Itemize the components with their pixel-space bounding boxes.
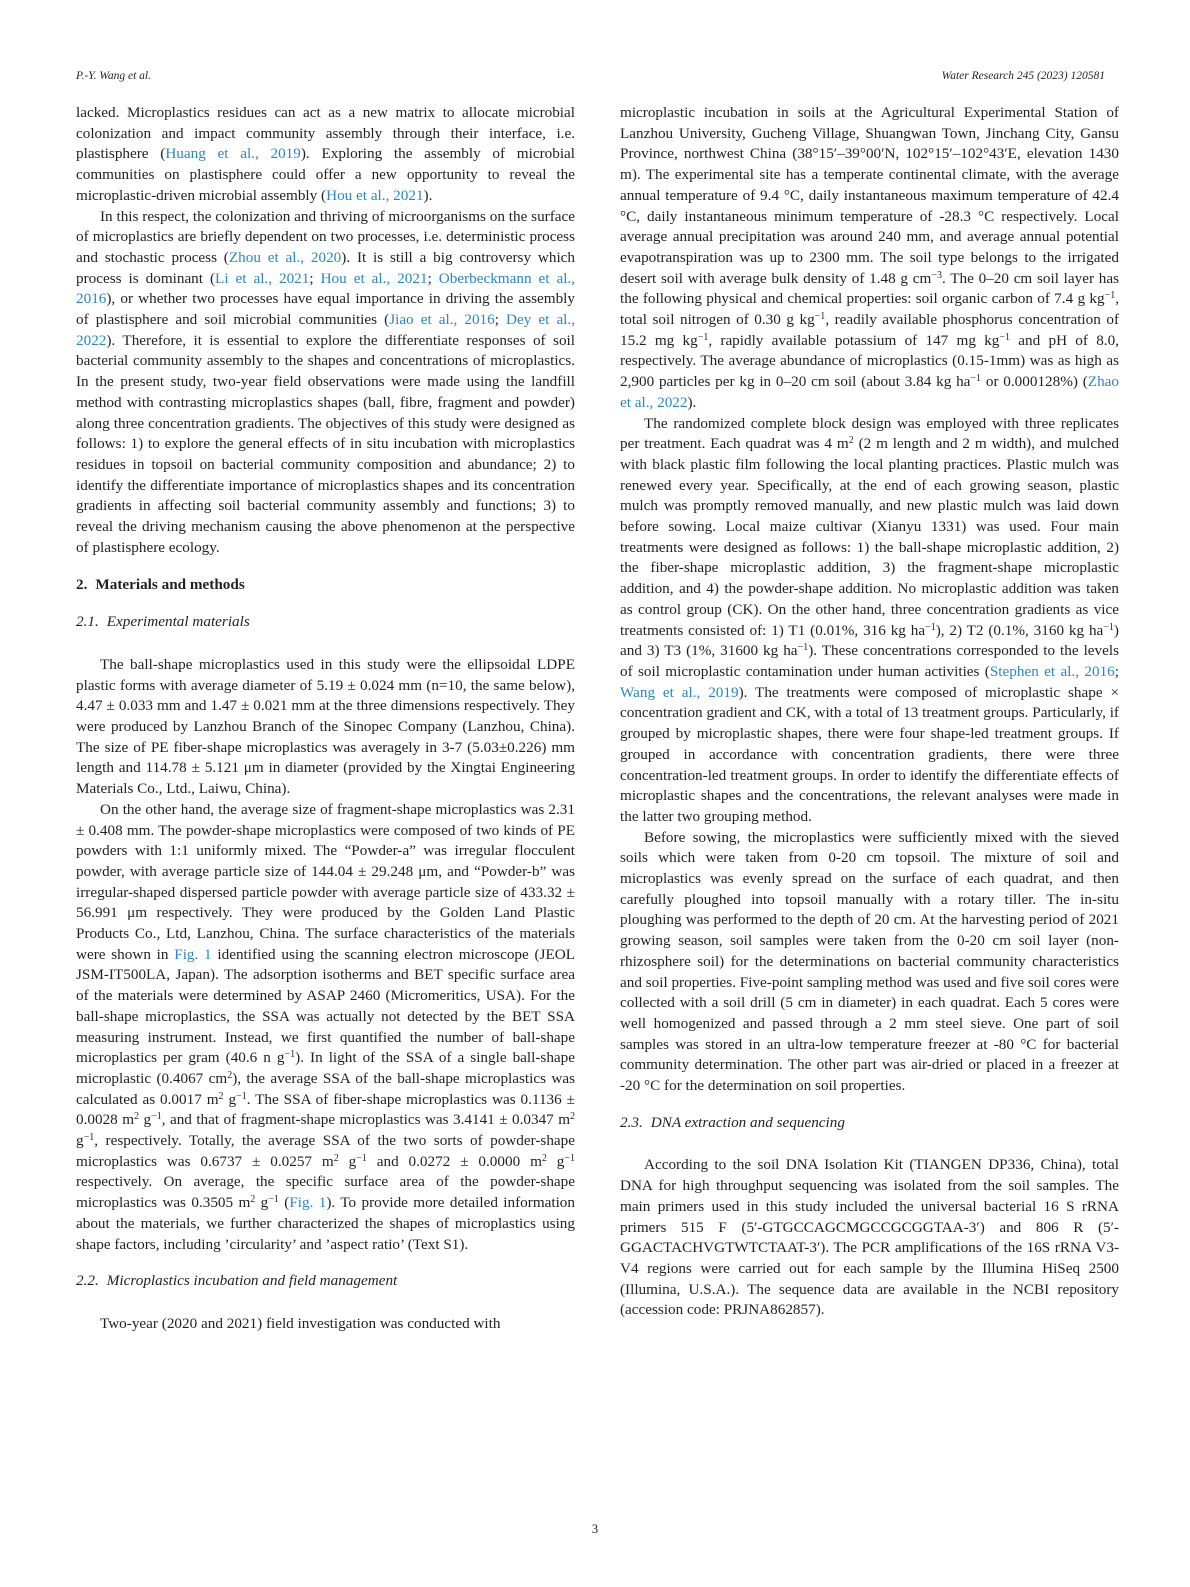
superscript: −1 — [284, 1049, 296, 1061]
page-number: 3 — [591, 1522, 599, 1536]
subsection-heading — [620, 1113, 1119, 1134]
superscript: −1 — [564, 1152, 576, 1164]
text: , rapidly available potassium of 147 mg kg — [708, 331, 1000, 349]
superscript: −3 — [931, 269, 942, 281]
text: , readily available phosphorus concentration of 15.2 mg kg — [620, 311, 1120, 349]
paragraph: Two-year (2020 and 2021) field investigation was conducted with — [100, 1314, 501, 1332]
citation-link[interactable]: Li et al., 2021 — [215, 269, 310, 287]
text: or 0.000128%) ( — [981, 373, 1088, 391]
superscript: −1 — [925, 621, 936, 633]
superscript: −1 — [814, 311, 826, 323]
citation-link[interactable]: Hou et al., 2021 — [326, 186, 424, 204]
paragraph: Before sowing, the microplastics were sufficiently mixed with the sieved soils which were taken from 0-20 cm topsoil. The mixture of soil and microplastics was evenly spread on the surface of each quadrat, and then carefully ploughed into topsoil manually with a rotary tiller. The in-situ ploughing was performed to the depth of 20 cm. At the harvesting period of 2021 growing season, soil samples were taken from the 0-20 cm soil layer (non-rhizosphere soil) for the determinations on bacterial community characteristics and soil properties. Five-point sampling method was used and five soil cores were collected with a soil drill (5 cm in diameter) in each quadrat. Each 5 cores were well homogenized and passed through a 2 mm steel sieve. One part of soil samples was stored in an ultra-low temperature freezer at -80 °C for bacterial community determination. The other part was air-dried or placed in a freezer at -20 °C for the determination on soil properties. — [620, 828, 1119, 1095]
subsection-heading — [76, 1271, 575, 1292]
citation-link[interactable]: Wang et al., 2019 — [620, 683, 739, 701]
text: ). The treatments were composed of microplastic shape × concentration gradient and CK, with a total of 13 treatment groups. Particularly, if grouped by microplastic shapes, there were four shape-led treatment groups. If grouped in accordance with concentration gradients, there were three concentration-led treatment groups. In order to identify the differentiate effects of microplastic shapes and the concentrations, the relevant analyses were made in the latter two grouping method. — [620, 683, 1120, 825]
text: ; — [494, 311, 507, 329]
subsection-title: DNA extraction and sequencing — [650, 1113, 845, 1131]
citation-link[interactable]: Oberbeckmann et al., 2016 — [76, 269, 576, 308]
text: ; — [309, 269, 321, 287]
text: (2 m length and 2 m width), and mulched with black plastic film following the local planting practices. Plastic mulch was renewed every year. Specifically, at the end of each growing season, plastic mulch was promptly removed manually, and new plastic mulch was laid down before sowing. Local maize cultivar (Xianyu 1331) was used. Four main treatments were designed as follows: 1) the ball-shape microplastic addition, 2) the fiber-shape microplastic addition, 3) the fragment-shape microplastic addition, and 4) the powder-shape addition. No microplastic addition was taken as control group (CK). On the other hand, three concentration gradients as vice treatments consisted of: 1) T1 (0.01%, 316 kg ha — [620, 435, 1119, 639]
section-number: 2. — [76, 576, 88, 594]
text: ). Exploring the assembly of microbial communities on plastisphere could offer a new opportunity to reveal the microplastic-driven microbial assembly ( — [76, 145, 575, 204]
superscript: −1 — [797, 642, 809, 654]
superscript: −1 — [999, 331, 1011, 343]
text: . The SSA of fiber-shape microplastics was 0.1136 ± 0.0028 m — [76, 1090, 576, 1129]
text: ), the average SSA of the ball-shape microplastics was calculated as 0.0017 m — [76, 1069, 575, 1108]
text: ; — [427, 269, 439, 287]
superscript: 2 — [250, 1194, 256, 1206]
section-title: Materials and methods — [95, 576, 245, 594]
figure-link[interactable]: Fig. 1 — [174, 945, 212, 963]
superscript: −1 — [1104, 290, 1116, 302]
citation-link[interactable]: Huang et al., 2019 — [165, 145, 301, 163]
text: ). Therefore, it is essential to explore the differentiate responses of soil bacterial community assembly to the shapes and concentrations of microplastics. In the present study, two-year field observations were made using the landfill method with contrasting microplastics shapes (ball, fibre, fragment and powder) along three concentration gradients. The objectives of this study were designed as follows: 1) to explore the general effects of in situ incubation with microplastics residues in topsoil on bacterial community composition and abundance; 2) to identify the differentiate importance of microplastics shapes and its concentration gradients in affecting soil bacterial community assembly and functions; 3) to reveal the driving mechanism causing the above phenomenon at the perspective of plastisphere ecology. — [76, 331, 575, 556]
superscript: −1 — [356, 1152, 367, 1164]
paragraph: According to the soil DNA Isolation Kit (TIANGEN DP336, China), total DNA for high throughput sequencing was isolated from the soil samples. The main primers used in this study included the universal bacterial 16 S rRNA primers 515 F (5′-GTGCCAGCMGCCGCGGTAA-3′) and 806 R (5′-GGACTACHVGTWTCTAAT-3′). The PCR amplifications of the 16S rRNA V3-V4 regions were carried out for each sample by the Illumina HiSeq 2500 (Illumina, U.S.A.). The sequence data are available in the NCBI repository (accession code: PRJNA862857). — [620, 1156, 1119, 1319]
superscript: 2 — [848, 435, 854, 447]
text: and pH of 8.0, respectively. The average abundance of microplastics (0.15-1mm) was as high as 2,900 particles per kg in 0–20 cm soil (about 3.84 kg ha — [620, 331, 1119, 391]
text: ). It is still a big controversy which process is dominant ( — [76, 248, 575, 287]
text: , total soil nitrogen of 0.30 g kg — [620, 290, 1119, 329]
subsection-heading — [76, 612, 575, 633]
text: , and that of fragment-shape microplastics was 3.4141 ± 0.0347 m — [161, 1111, 571, 1129]
paragraph: The ball-shape microplastics used in this study were the ellipsoidal LDPE plastic forms with average diameter of 5.19 ± 0.024 mm (n=10, the same below), 4.47 ± 0.033 mm and 1.47 ± 0.021 mm at the three dimensions respectively. They were produced by Lanzhou Branch of the Sinopec Company (Lanzhou, China). The size of PE fiber-shape microplastics was averagely in 3-7 (5.03±0.226) mm length and 114.78 ± 5.121 μm in diameter (provided by the Xingtai Engineering Materials Co., Ltd., Laiwu, China). — [76, 655, 575, 798]
paragraph — [76, 800, 575, 1255]
text: lacked. Microplastics residues can act as a new matrix to allocate microbial colonization and impact community assembly through their interface, i.e. plastisphere ( — [76, 104, 575, 163]
subsection-number: 2.1. — [76, 613, 99, 631]
paragraph — [620, 414, 1119, 828]
subsection-title: Microplastics incubation and field management — [106, 1272, 398, 1290]
text: ; — [1114, 662, 1119, 680]
text: g — [76, 1132, 84, 1150]
text: g — [139, 1111, 152, 1129]
text: On the other hand, the average size of fragment-shape microplastics was 2.31 ± 0.408 mm. The powder-shape microplastics were composed of two kinds of PE powders with 1:1 uniformly mixed. The “Powder-a” was irregular flocculent powder, with average particle size of 144.04 ± 29.248 μm, and “Powder-b” was irregular-shaped dispersed particle powder with average particle size of 433.32 ± 56.991 μm respectively. They were produced by the Golden Land Plastic Products Co., Ltd, Lanzhou, China. The surface characteristics of the materials were shown in — [76, 800, 575, 963]
right-column — [620, 103, 1119, 1321]
text: and 0.0272 ± 0.0000 m — [366, 1152, 542, 1170]
text: respectively. On average, the specific surface area of the powder-shape microplastics was 0.3505 m — [76, 1173, 575, 1212]
left-column — [76, 103, 575, 1335]
citation-link[interactable]: Zhou et al., 2020 — [228, 248, 342, 266]
subsection-title: Experimental materials — [106, 613, 250, 631]
figure-link[interactable]: Fig. 1 — [289, 1194, 327, 1212]
text: ), or whether two processes have equal importance in driving the assembly of plastisphere and soil microbial communities ( — [76, 290, 575, 329]
subsection-number: 2.3. — [620, 1113, 643, 1131]
superscript: −1 — [83, 1132, 95, 1144]
text: g — [546, 1152, 565, 1170]
text: ). These concentrations corresponded to the levels of soil microplastic contamination under human activities ( — [620, 642, 1119, 680]
superscript: −1 — [268, 1194, 279, 1206]
text: ) and 3) T3 (1%, 31600 kg ha — [620, 621, 1119, 660]
superscript: 2 — [541, 1152, 547, 1164]
superscript: 2 — [227, 1069, 233, 1081]
text: identified using the scanning electron microscope (JEOL JSM-IT500LA, Japan). The adsorption isotherms and BET specific surface area of the materials were determined by ASAP 2460 (Micromeritics, USA). For the ball-shape microplastics, the SSA was actually not detected by the BET SSA measuring instrument. Instead, we first quantified the number of ball-shape microplastics per gram (40.6 n g — [76, 945, 575, 1067]
text: g — [338, 1152, 357, 1170]
superscript: −1 — [151, 1111, 162, 1123]
citation-link[interactable]: Jiao et al., 2016 — [389, 311, 495, 329]
text: ). — [687, 393, 697, 411]
running-head-authors: P.-Y. Wang et al. — [76, 70, 151, 82]
text: ). To provide more detailed information about the materials, we further characterized the shapes of microplastics using shape factors, including ’circularity’ and ’aspect ratio’ (Text S1). — [76, 1194, 575, 1253]
citation-link[interactable]: Hou et al., 2021 — [320, 269, 428, 287]
text: . The 0–20 cm soil layer has the following physical and chemical properties: soil organic carbon of 7.4 g kg — [620, 269, 1120, 308]
paragraph — [76, 103, 575, 207]
text: The randomized complete block design was employed with three replicates per treatment. Each quadrat was 4 m — [620, 414, 1119, 453]
citation-link[interactable]: Dey et al., 2022 — [76, 311, 575, 349]
text: In this respect, the colonization and thriving of microorganisms on the surface of microplastics are briefly dependent on two processes, i.e. deterministic process and stochastic process ( — [76, 207, 575, 266]
superscript: 2 — [218, 1090, 224, 1102]
superscript: −1 — [1103, 621, 1114, 633]
text: microplastic incubation in soils at the Agricultural Experimental Station of Lanzhou University, Gucheng Village, Shuangwan Town, Jinchang City, Gansu Province, northwest China (38°15′–39°00′N, 102°15′–102°43′E, elevation 1430 m). The experimental site has a temperate continental climate, with the average annual temperature of 9.4 °C, daily instantaneous maximum temperature of 42.4 °C, daily instantaneous minimum temperature of -28.3 °C respectively. Local average annual precipitation was around 240 mm, and average annual potential evapotranspiration was up to 2300 mm. The soil type belongs to the irrigated desert soil with average bulk density of 1.48 g cm — [620, 104, 1119, 287]
text: ( — [278, 1194, 290, 1212]
text: ), 2) T2 (0.1%, 3160 kg ha — [935, 621, 1104, 639]
superscript: 2 — [570, 1111, 576, 1123]
paragraph — [76, 207, 575, 559]
section-heading — [76, 575, 575, 596]
paragraph — [620, 103, 1119, 414]
text: ). — [423, 186, 433, 204]
superscript: 2 — [333, 1152, 339, 1164]
superscript: 2 — [134, 1111, 140, 1123]
text: g — [255, 1194, 269, 1212]
text: , respectively. Totally, the average SSA of the two sorts of powder-shape microplastics was 0.6737 ± 0.0257 m — [76, 1132, 575, 1170]
text: g — [223, 1090, 237, 1108]
running-head-journal: Water Research 245 (2023) 120581 — [941, 70, 1105, 82]
superscript: −1 — [970, 373, 982, 385]
subsection-number: 2.2. — [76, 1272, 99, 1290]
text: ). In light of the SSA of a single ball-shape microplastic (0.4067 cm — [76, 1049, 575, 1087]
citation-link[interactable]: Zhao et al., 2022 — [620, 373, 1120, 411]
superscript: −1 — [236, 1090, 247, 1102]
citation-link[interactable]: Stephen et al., 2016 — [989, 662, 1115, 680]
superscript: −1 — [697, 331, 709, 343]
